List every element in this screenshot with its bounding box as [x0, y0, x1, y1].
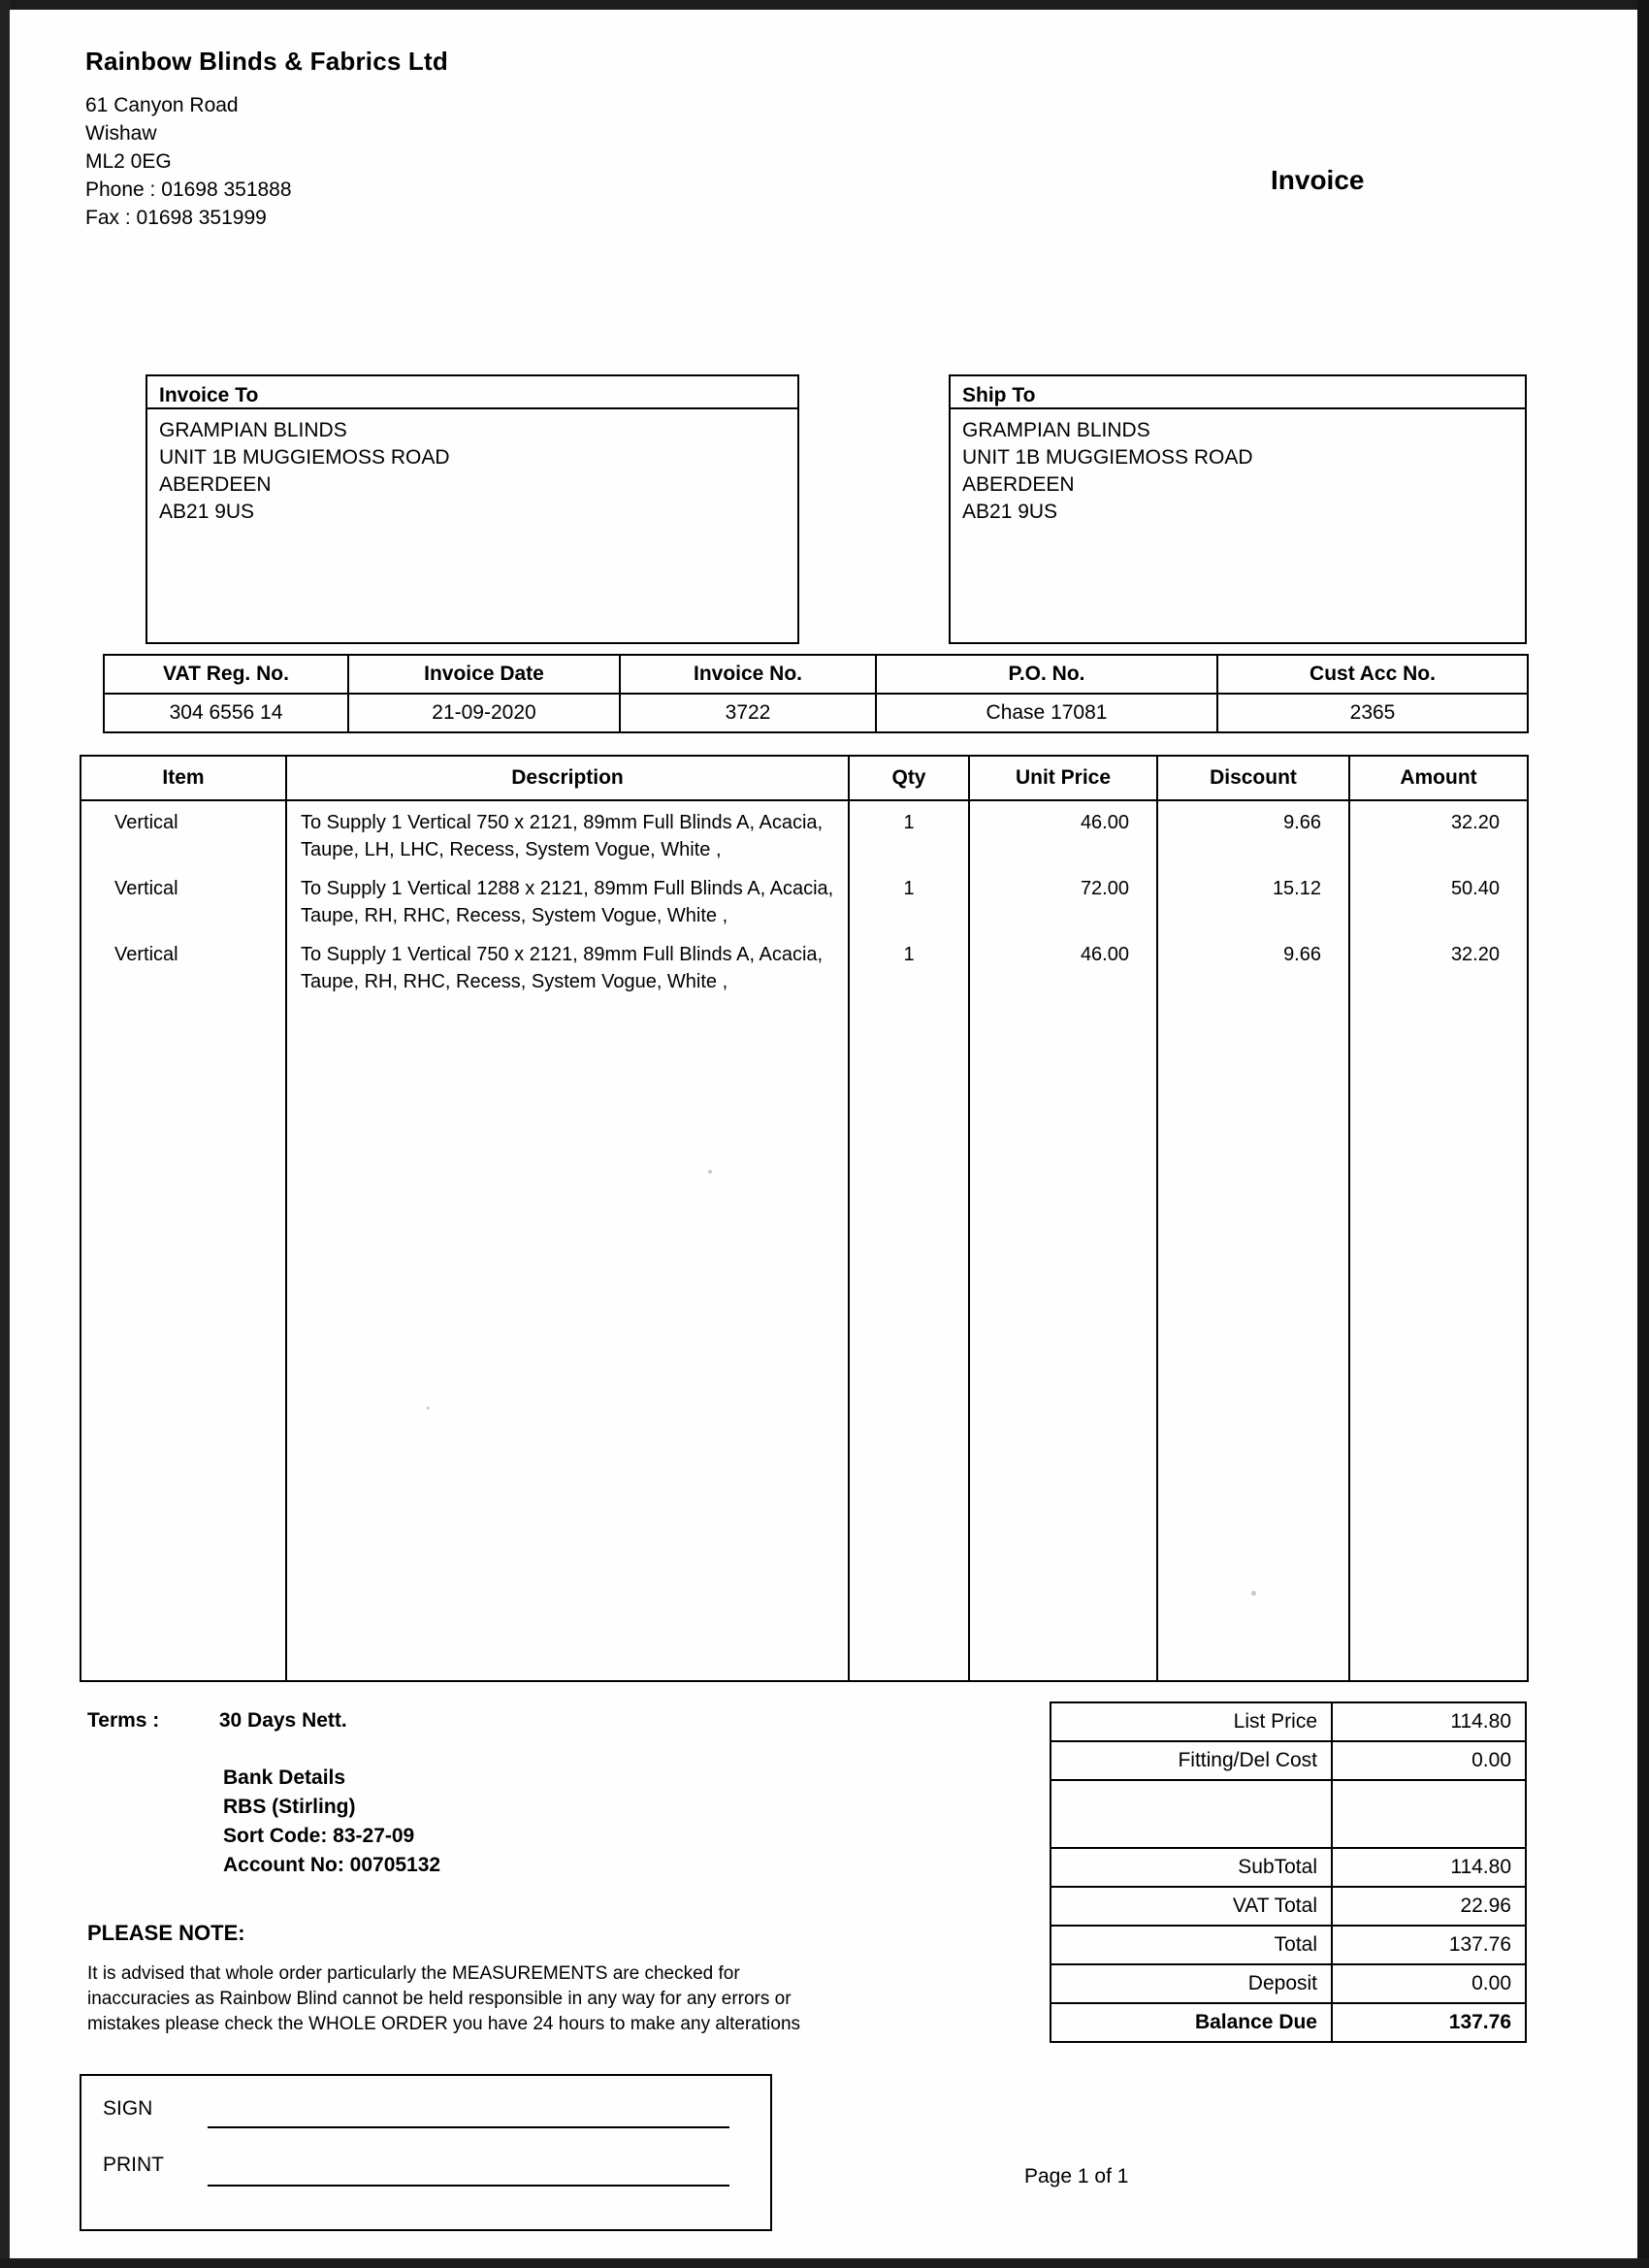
- items-header-amount: Amount: [1349, 756, 1528, 800]
- table-row: [81, 933, 1528, 999]
- total-row: [1051, 1741, 1526, 1780]
- sign-input-line[interactable]: [208, 2126, 729, 2128]
- item-unit-price: 46.00: [969, 933, 1157, 999]
- item-name: Vertical: [81, 867, 286, 933]
- total-value: 137.76: [1332, 1926, 1526, 1964]
- scan-edge-bottom: [0, 2258, 1649, 2268]
- total-label: VAT Total: [1051, 1887, 1332, 1926]
- table-row: [81, 800, 1528, 867]
- item-qty: 1: [849, 933, 969, 999]
- items-header-unit-price: Unit Price: [969, 756, 1157, 800]
- company-address-2: Wishaw: [85, 122, 157, 145]
- company-postcode: ML2 0EG: [85, 150, 172, 173]
- meta-value-cust-acc: 2365: [1217, 694, 1528, 732]
- address-line: ABERDEEN: [159, 473, 272, 496]
- company-name: Rainbow Blinds & Fabrics Ltd: [85, 47, 448, 76]
- item-qty: 1: [849, 800, 969, 867]
- address-line: UNIT 1B MUGGIEMOSS ROAD: [159, 446, 450, 469]
- table-header-row: [81, 756, 1528, 800]
- item-amount: 32.20: [1349, 800, 1528, 867]
- signature-box: [80, 2074, 772, 2231]
- company-phone: Phone : 01698 351888: [85, 178, 292, 201]
- total-label: Deposit: [1051, 1964, 1332, 2003]
- bank-sort-code: Sort Code: 83-27-09: [223, 1825, 415, 1847]
- page-footer: Page 1 of 1: [1024, 2165, 1129, 2187]
- bank-name: RBS (Stirling): [223, 1796, 356, 1818]
- items-header-qty: Qty: [849, 756, 969, 800]
- print-input-line[interactable]: [208, 2185, 729, 2187]
- total-row: [1051, 1848, 1526, 1887]
- bank-heading: Bank Details: [223, 1766, 346, 1789]
- meta-header-date: Invoice Date: [348, 655, 620, 694]
- invoice-meta-table: [103, 654, 1529, 733]
- balance-due-row: [1051, 2003, 1526, 2042]
- total-value: 0.00: [1332, 1964, 1526, 2003]
- total-label: List Price: [1051, 1702, 1332, 1741]
- invoice-to-heading: Invoice To: [159, 384, 259, 406]
- empty-cell: [1157, 999, 1349, 1681]
- invoice-sheet: [10, 10, 1637, 2258]
- note-line: It is advised that whole order particularly the MEASUREMENTS are checked for: [87, 1963, 740, 1984]
- address-line: GRAMPIAN BLINDS: [962, 419, 1150, 441]
- item-description: To Supply 1 Vertical 1288 x 2121, 89mm Full Blinds A, Acacia, Taupe, RH, RHC, Recess, System Vogue, White ,: [286, 867, 849, 933]
- address-line: AB21 9US: [159, 501, 255, 523]
- empty-cell: [81, 999, 286, 1681]
- note-line: mistakes please check the WHOLE ORDER you have 24 hours to make any alterations: [87, 2014, 801, 2034]
- total-value: 114.80: [1332, 1702, 1526, 1741]
- item-discount: 9.66: [1157, 800, 1349, 867]
- company-fax: Fax : 01698 351999: [85, 207, 267, 229]
- note-line: inaccuracies as Rainbow Blind cannot be held responsible in any way for any errors or: [87, 1989, 792, 2009]
- terms-row: [87, 1709, 347, 1733]
- item-name: Vertical: [81, 933, 286, 999]
- empty-cell: [1332, 1780, 1526, 1848]
- total-row: [1051, 1926, 1526, 1964]
- item-qty: 1: [849, 867, 969, 933]
- total-row: [1051, 1702, 1526, 1741]
- total-row: [1051, 1964, 1526, 2003]
- empty-cell: [1051, 1780, 1332, 1848]
- empty-cell: [969, 999, 1157, 1681]
- meta-value-date: 21-09-2020: [348, 694, 620, 732]
- table-empty-space: [81, 999, 1528, 1681]
- total-value: 0.00: [1332, 1741, 1526, 1780]
- please-note-heading: PLEASE NOTE:: [87, 1921, 245, 1945]
- item-description: To Supply 1 Vertical 750 x 2121, 89mm Full Blinds A, Acacia, Taupe, RH, RHC, Recess, System Vogue, White ,: [286, 933, 849, 999]
- item-name: Vertical: [81, 800, 286, 867]
- scan-edge-top: [0, 0, 1649, 10]
- item-description: To Supply 1 Vertical 750 x 2121, 89mm Full Blinds A, Acacia, Taupe, LH, LHC, Recess, System Vogue, White ,: [286, 800, 849, 867]
- address-line: AB21 9US: [962, 501, 1058, 523]
- item-discount: 9.66: [1157, 933, 1349, 999]
- items-header-discount: Discount: [1157, 756, 1349, 800]
- document-title: Invoice: [1271, 165, 1365, 195]
- address-line: ABERDEEN: [962, 473, 1075, 496]
- meta-header-cust-acc: Cust Acc No.: [1217, 655, 1528, 694]
- totals-table: [1050, 1701, 1527, 2043]
- scan-edge-left: [0, 0, 10, 2268]
- ship-to-box: [949, 374, 1527, 644]
- table-header-row: [104, 655, 1528, 694]
- total-label: Fitting/Del Cost: [1051, 1741, 1332, 1780]
- ship-to-heading: Ship To: [962, 384, 1036, 406]
- table-row: [81, 867, 1528, 933]
- total-row: [1051, 1887, 1526, 1926]
- total-value: 114.80: [1332, 1848, 1526, 1887]
- bank-account-no: Account No: 00705132: [223, 1854, 441, 1876]
- company-block: [85, 47, 448, 232]
- line-items-table: [80, 755, 1529, 1682]
- items-header-description: Description: [286, 756, 849, 800]
- empty-cell: [286, 999, 849, 1681]
- print-label: PRINT: [103, 2154, 164, 2176]
- total-label: Total: [1051, 1926, 1332, 1964]
- meta-value-invoice-no: 3722: [620, 694, 876, 732]
- table-row: [104, 694, 1528, 732]
- items-header-item: Item: [81, 756, 286, 800]
- terms-label: Terms :: [87, 1709, 160, 1732]
- total-value: 22.96: [1332, 1887, 1526, 1926]
- meta-value-po-no: Chase 17081: [876, 694, 1217, 732]
- item-amount: 32.20: [1349, 933, 1528, 999]
- address-line: UNIT 1B MUGGIEMOSS ROAD: [962, 446, 1253, 469]
- address-line: GRAMPIAN BLINDS: [159, 419, 347, 441]
- balance-due-value: 137.76: [1332, 2003, 1526, 2042]
- meta-header-vat: VAT Reg. No.: [104, 655, 348, 694]
- please-note-body: [87, 1961, 989, 2037]
- bank-details: [223, 1764, 440, 1880]
- meta-header-po-no: P.O. No.: [876, 655, 1217, 694]
- invoice-to-box: [146, 374, 799, 644]
- empty-cell: [1349, 999, 1528, 1681]
- company-address-1: 61 Canyon Road: [85, 94, 239, 116]
- ship-to-address: [951, 409, 1525, 526]
- item-unit-price: 72.00: [969, 867, 1157, 933]
- total-label: SubTotal: [1051, 1848, 1332, 1887]
- balance-due-label: Balance Due: [1051, 2003, 1332, 2042]
- total-spacer-row: [1051, 1780, 1526, 1848]
- scan-edge-right: [1637, 0, 1649, 2268]
- item-amount: 50.40: [1349, 867, 1528, 933]
- meta-header-invoice-no: Invoice No.: [620, 655, 876, 694]
- empty-cell: [849, 999, 969, 1681]
- item-discount: 15.12: [1157, 867, 1349, 933]
- item-unit-price: 46.00: [969, 800, 1157, 867]
- invoice-to-address: [147, 409, 797, 526]
- meta-value-vat: 304 6556 14: [104, 694, 348, 732]
- terms-value: 30 Days Nett.: [218, 1709, 347, 1732]
- sign-label: SIGN: [103, 2097, 153, 2120]
